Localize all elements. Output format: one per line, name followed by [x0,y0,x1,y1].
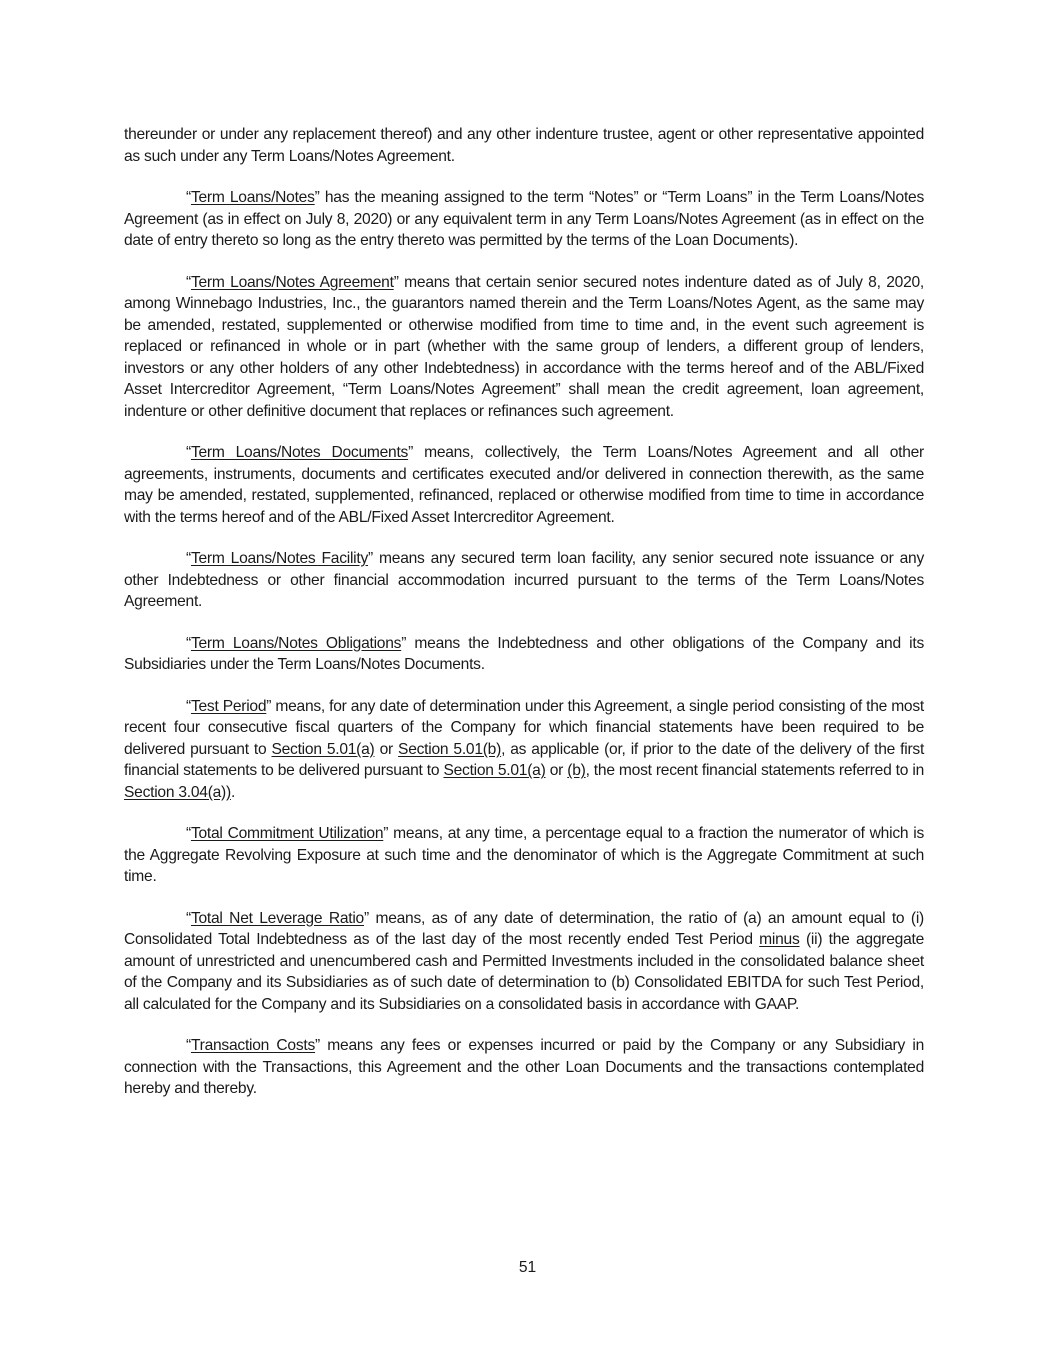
open-quote: “ [186,634,191,652]
definition-text: , as applicable (or, if prior to the date of the delivery of the first financial statements to be delivered pursuant to [124,740,925,779]
open-quote: “ [186,273,191,291]
section-reference: Section 5.01(b) [398,740,502,758]
definition-text: , the most recent financial statements referred to in [585,762,924,779]
defined-term: Term Loans/Notes Agreement [190,273,394,291]
open-quote: “ [186,909,191,927]
defined-term: Total Net Leverage Ratio [190,909,364,927]
definition-term-loans-notes-documents [124,442,924,528]
definition-term-loans-notes-agreement [124,272,924,423]
definition-transaction-costs [124,1035,924,1100]
definition-term-loans-notes-obligations [124,633,924,676]
page-number: 51 [518,1259,537,1276]
defined-term: Term Loans/Notes Obligations [190,634,402,652]
definition-text: or [374,740,399,758]
definition-text: or [545,762,568,779]
defined-term: Total Commitment Utilization [190,825,384,842]
defined-term: Transaction Costs [190,1037,316,1054]
section-reference: Section 5.01(a) [443,762,546,779]
paragraph-continuation [124,124,924,167]
definition-text: ” means, as of any date of determination, the ratio of (a) an amount equal to (i) Consolidated Total Indebtedness as of the last day of the most recently ended Test Period [124,909,924,948]
section-reference: (b) [567,762,586,779]
definition-term-loans-notes-facility [124,548,924,613]
definition-test-period [124,696,924,804]
open-quote: “ [186,697,191,715]
definition-text: ” means, at any time, a percentage equal to a fraction the numerator of which is the Aggregate Revolving Exposure at such time and the denominator of which is the Aggregate Commitment at such time. [124,825,924,885]
definition-text: (ii) the aggregate amount of unrestricted and unencumbered cash and Permitted Investments included in the consolidated balance sheet of the Company and its Subsidiaries as of such date of determination to (b) Consolidated EBITDA for such Test Period, all calculated for the Company and its Subsidiaries on a consolidated basis in accordance with GAAP. [124,931,924,1013]
paragraph-text: thereunder or under any replacement thereof) and any other indenture trustee, agent or other representative appointed as such under any Term Loans/Notes Agreement. [124,126,924,165]
open-quote: “ [186,444,191,461]
document-body [124,124,924,1120]
defined-term: Test Period [190,697,267,715]
definition-text: . [230,783,236,801]
definition-term-loans-notes [124,187,924,252]
open-quote: “ [186,189,191,206]
definition-total-commitment-utilization [124,823,924,888]
definition-text: ” means, collectively, the Term Loans/Notes Agreement and all other agreements, instruments, documents and certificates executed and/or delivered in connection therewith, as the same may be amended, restated, supplemented, refinanced, replaced or otherwise modified from time to time in accordance with the terms hereof and of the ABL/Fixed Asset Intercreditor Agreement. [124,444,924,526]
defined-term: Term Loans/Notes Facility [190,550,369,567]
definition-text: ” has the meaning assigned to the term “Notes” or “Term Loans” in the Term Loans/Notes Agreement (as in effect on July 8, 2020) or any equivalent term in any Term Loans/Notes Agreement (as in effect on the date of entry thereto so long as the entry thereto was permitted by the terms of the Loan Documents). [124,189,925,249]
open-quote: “ [186,1037,191,1054]
definition-text: ” means any fees or expenses incurred or paid by the Company or any Subsidiary in connection with the Transactions, this Agreement and the other Loan Documents and the transactions contemplated hereby and thereby. [124,1037,924,1097]
definition-text: ” means, for any date of determination under this Agreement, a single period consisting of the most recent four consecutive fiscal quarters of the Company for which financial statements have been required to be delivered pursuant to [124,697,924,758]
defined-term: Term Loans/Notes [190,189,315,206]
open-quote: “ [186,550,191,567]
definition-text: ” means the Indebtedness and other obligations of the Company and its Subsidiaries under the Term Loans/Notes Documents. [124,634,925,673]
definition-total-net-leverage-ratio [124,908,924,1016]
definition-text: ” means any secured term loan facility, any senior secured note issuance or any other Indebtedness or other financial accommodation incurred pursuant to the terms of the Term Loans/Notes Agreement. [124,550,924,610]
defined-term: Term Loans/Notes Documents [190,444,409,461]
minus-term: minus [759,931,800,948]
definition-text: ” means that certain senior secured notes indenture dated as of July 8, 2020, among Winnebago Industries, Inc., the guarantors named therein and the Term Loans/Notes Agent, as the same may be amended, restated, supplemented or otherwise modified from time to time and, in the event such agreement is replaced or refinanced in whole or in part (whether with the same group of lenders, a different group of lenders, investors or any other holders of any other Indebtedness) in accordance with the terms hereof and of the ABL/Fixed Asset Intercreditor Agreement, “Term Loans/Notes Agreement” shall mean the credit agreement, loan agreement, indenture or other definitive document that replaces or refinances such agreement. [124,273,924,420]
section-reference: Section 3.04(a)) [124,783,231,801]
open-quote: “ [186,825,191,842]
section-reference: Section 5.01(a) [271,740,375,758]
